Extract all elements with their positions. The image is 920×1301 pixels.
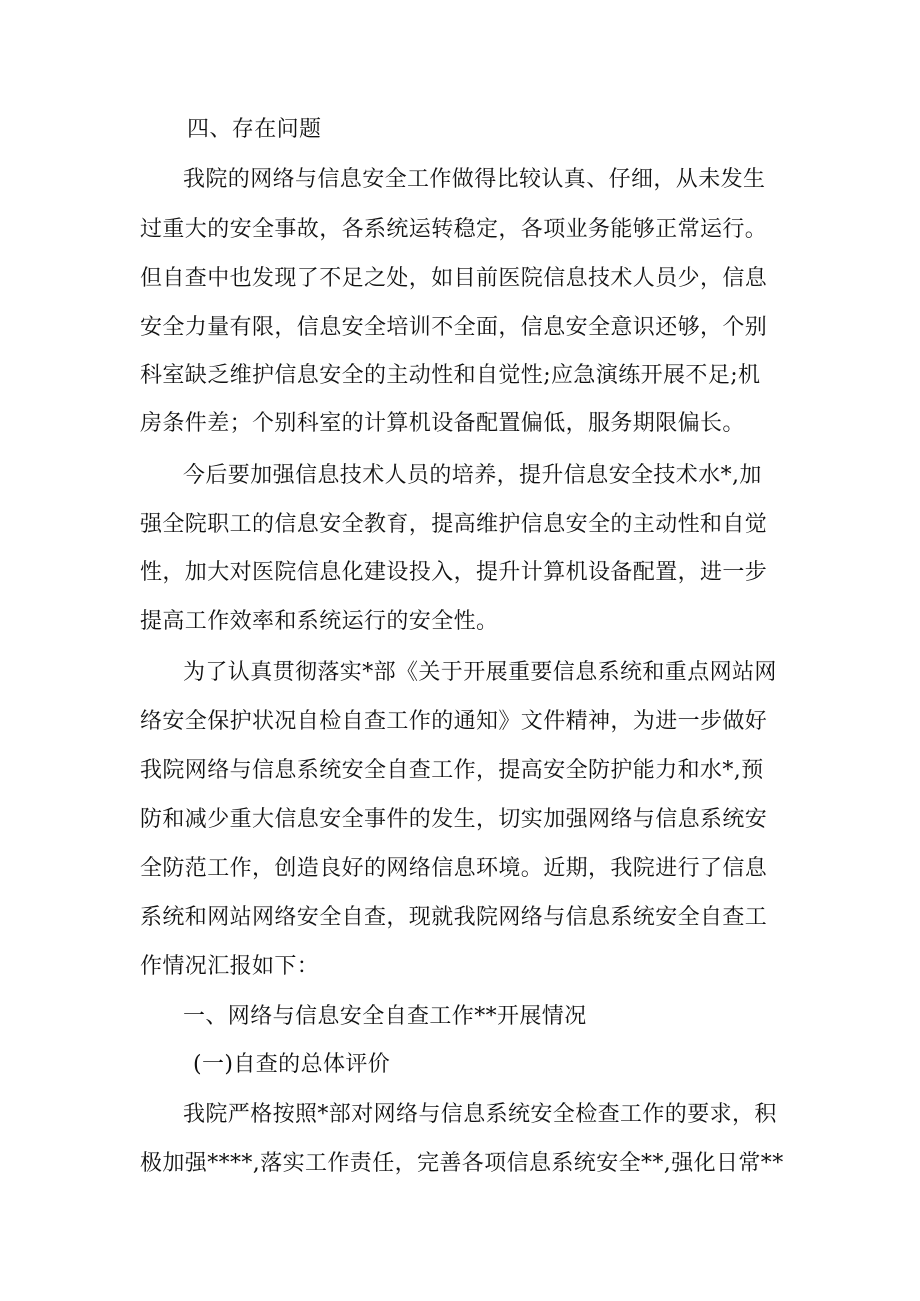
paragraph-line: 过重大的安全事故，各系统运转稳定，各项业务能够正常运行。 (140, 217, 768, 242)
paragraph-line: 络安全保护状况自检自查工作的通知》文件精神，为进一步做好 (140, 709, 768, 734)
paragraph-line: 今后要加强信息技术人员的培养，提升信息安全技术水*,加 (183, 463, 762, 488)
paragraph-line: 我院严格按照*部对网络与信息系统安全检查工作的要求，积 (183, 1102, 777, 1127)
paragraph-line: 强全院职工的信息安全教育，提高维护信息安全的主动性和自觉 (140, 512, 768, 537)
section-heading-selfcheck: 一、网络与信息安全自查工作**开展情况 (183, 1004, 587, 1029)
paragraph-line: 防和减少重大信息安全事件的发生，切实加强网络与信息系统安 (140, 807, 768, 832)
paragraph-line: 作情况汇报如下： (140, 954, 320, 979)
paragraph-line: 系统和网站网络安全自查，现就我院网络与信息系统安全自查工 (140, 905, 768, 930)
subsection-heading-evaluation: (一)自查的总体评价 (193, 1052, 391, 1077)
paragraph-line: 极加强****,落实工作责任，完善各项信息系统安全**,强化日常** (140, 1151, 784, 1176)
paragraph-line: 性，加大对医院信息化建设投入，提升计算机设备配置，进一步 (140, 560, 768, 585)
paragraph-line: 全防范工作，创造良好的网络信息环境。近期，我院进行了信息 (140, 856, 768, 881)
paragraph-line: 我院网络与信息系统安全自查工作，提高安全防护能力和水*,预 (140, 758, 764, 783)
paragraph-line: 房条件差；个别科室的计算机设备配置偏低，服务期限偏长。 (140, 411, 745, 436)
paragraph-line: 我院的网络与信息安全工作做得比较认真、仔细，从未发生 (183, 167, 766, 192)
paragraph-line: 安全力量有限，信息安全培训不全面，信息安全意识还够，个别 (140, 315, 768, 340)
paragraph-line: 提高工作效率和系统运行的安全性。 (140, 609, 499, 634)
paragraph-line: 为了认真贯彻落实*部《关于开展重要信息系统和重点网站网 (183, 660, 777, 685)
paragraph-line: 但自查中也发现了不足之处，如目前医院信息技术人员少，信息 (140, 266, 768, 291)
section-heading-problems: 四、存在问题 (187, 117, 322, 142)
paragraph-line: 科室缺乏维护信息安全的主动性和自觉性;应急演练开展不足;机 (140, 363, 761, 388)
